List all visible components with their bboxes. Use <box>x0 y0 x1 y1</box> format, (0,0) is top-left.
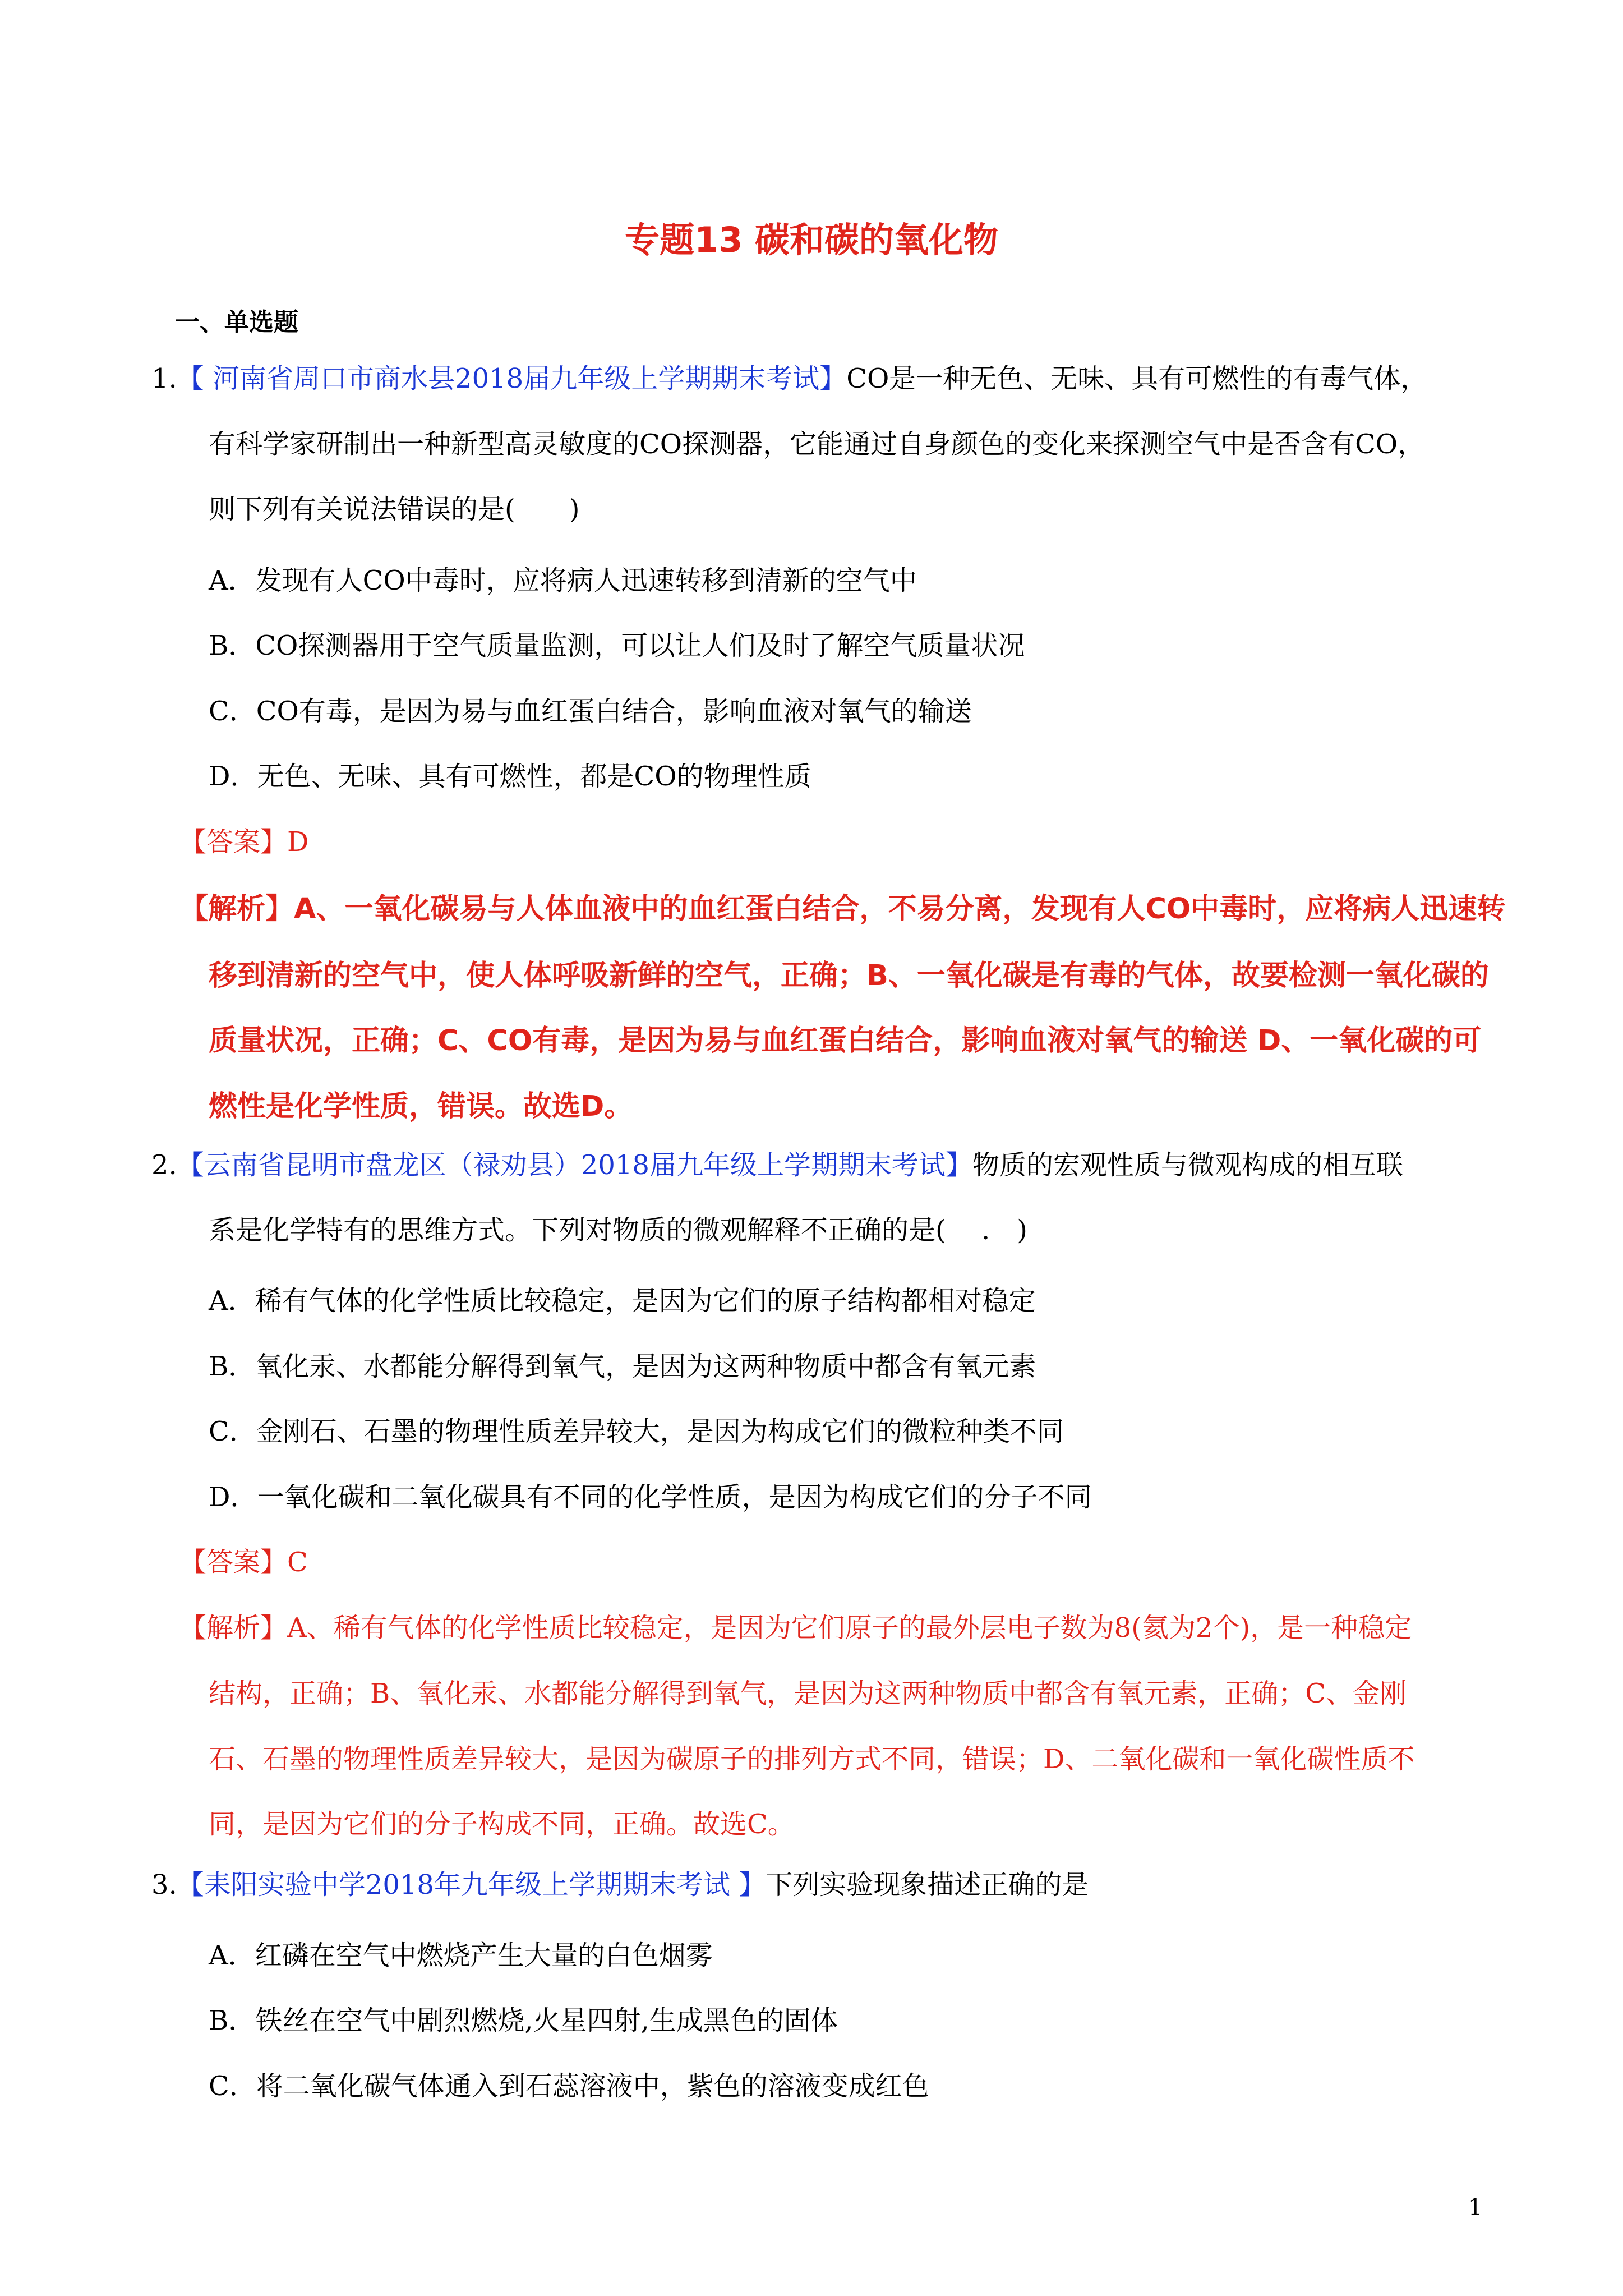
page-title: 专题13 碳和碳的氧化物 <box>625 219 998 260</box>
question-3-line-1 <box>151 1868 1089 1902</box>
question-1-line-3: 则下列有关说法错误的是( ) <box>209 494 580 525</box>
question-source: 【 河南省周口市商水县2018届九年级上学期期末考试】 <box>177 363 847 394</box>
question-1-line-1 <box>151 362 1427 395</box>
question-text: 下列实验现象描述正确的是 <box>766 1869 1089 1901</box>
option-a: A．发现有人CO中毒时，应将病人迅速转移到清新的空气中 <box>209 565 917 596</box>
explanation-line-1: 【解析】A、稀有气体的化学性质比较稳定，是因为它们原子的最外层电子数为8(氦为2个)，是一种稳定 <box>179 1612 1412 1644</box>
option-a: A．红磷在空气中燃烧产生大量的白色烟雾 <box>209 1940 713 1971</box>
explanation-line-1: 【解析】A、一氧化碳易与人体血液中的血红蛋白结合，不易分离，发现有人CO中毒时，应将病人迅速转 <box>179 892 1506 926</box>
explanation-line-2: 移到清新的空气中，使人体呼吸新鲜的空气，正确；B、一氧化碳是有毒的气体，故要检测一氧化碳的 <box>209 959 1489 992</box>
question-text: 物质的宏观性质与微观构成的相互联 <box>972 1149 1403 1181</box>
question-text: CO是一种无色、无味、具有可燃性的有毒气体， <box>846 363 1428 394</box>
explanation-line-4: 燃性是化学性质，错误。故选D。 <box>209 1090 633 1123</box>
question-2-line-2: 系是化学特有的思维方式。下列对物质的微观解释不正确的是( . ) <box>209 1214 1027 1246</box>
answer: 【答案】C <box>179 1547 308 1578</box>
option-d: D．一氧化碳和二氧化碳具有不同的化学性质，是因为构成它们的分子不同 <box>209 1481 1092 1513</box>
option-b: B．氧化汞、水都能分解得到氧气，是因为这两种物质中都含有氧元素 <box>209 1351 1036 1382</box>
option-c: C．将二氧化碳气体通入到石蕊溶液中，紫色的溶液变成红色 <box>209 2070 929 2102</box>
question-number: 1. <box>151 363 177 394</box>
question-2-line-1 <box>151 1148 1403 1182</box>
question-source: 【耒阳实验中学2018年九年级上学期期末考试 】 <box>177 1869 766 1901</box>
answer: 【答案】D <box>179 826 309 858</box>
question-1-line-2: 有科学家研制出一种新型高灵敏度的CO探测器，它能通过自身颜色的变化来探测空气中是否含有CO， <box>209 429 1425 460</box>
option-c: C．金刚石、石墨的物理性质差异较大，是因为构成它们的微粒种类不同 <box>209 1416 1064 1447</box>
question-number: 3. <box>151 1869 177 1901</box>
option-b: B．CO探测器用于空气质量监测，可以让人们及时了解空气质量状况 <box>209 630 1025 661</box>
explanation-line-4: 同，是因为它们的分子构成不同，正确。故选C。 <box>209 1809 795 1840</box>
option-c: C．CO有毒，是因为易与血红蛋白结合，影响血液对氧气的输送 <box>209 696 972 727</box>
option-a: A．稀有气体的化学性质比较稳定，是因为它们的原子结构都相对稳定 <box>209 1285 1036 1317</box>
option-b: B．铁丝在空气中剧烈燃烧,火星四射,生成黑色的固体 <box>209 2005 838 2036</box>
explanation-line-3: 质量状况，正确；C、CO有毒，是因为易与血红蛋白结合，影响血液对氧气的输送 D、一氧化碳的可 <box>209 1024 1482 1057</box>
question-source: 【云南省昆明市盘龙区（禄劝县）2018届九年级上学期期末考试】 <box>177 1149 972 1181</box>
section-heading: 一、单选题 <box>175 308 298 337</box>
option-d: D．无色、无味、具有可燃性，都是CO的物理性质 <box>209 761 811 792</box>
explanation-line-2: 结构，正确；B、氧化汞、水都能分解得到氧气，是因为这两种物质中都含有氧元素，正确；C、金刚 <box>209 1678 1407 1709</box>
page-number: 1 <box>1468 2194 1483 2220</box>
explanation-line-3: 石、石墨的物理性质差异较大，是因为碳原子的排列方式不同，错误；D、二氧化碳和一氧化碳性质不 <box>209 1743 1415 1775</box>
question-number: 2. <box>151 1149 177 1181</box>
